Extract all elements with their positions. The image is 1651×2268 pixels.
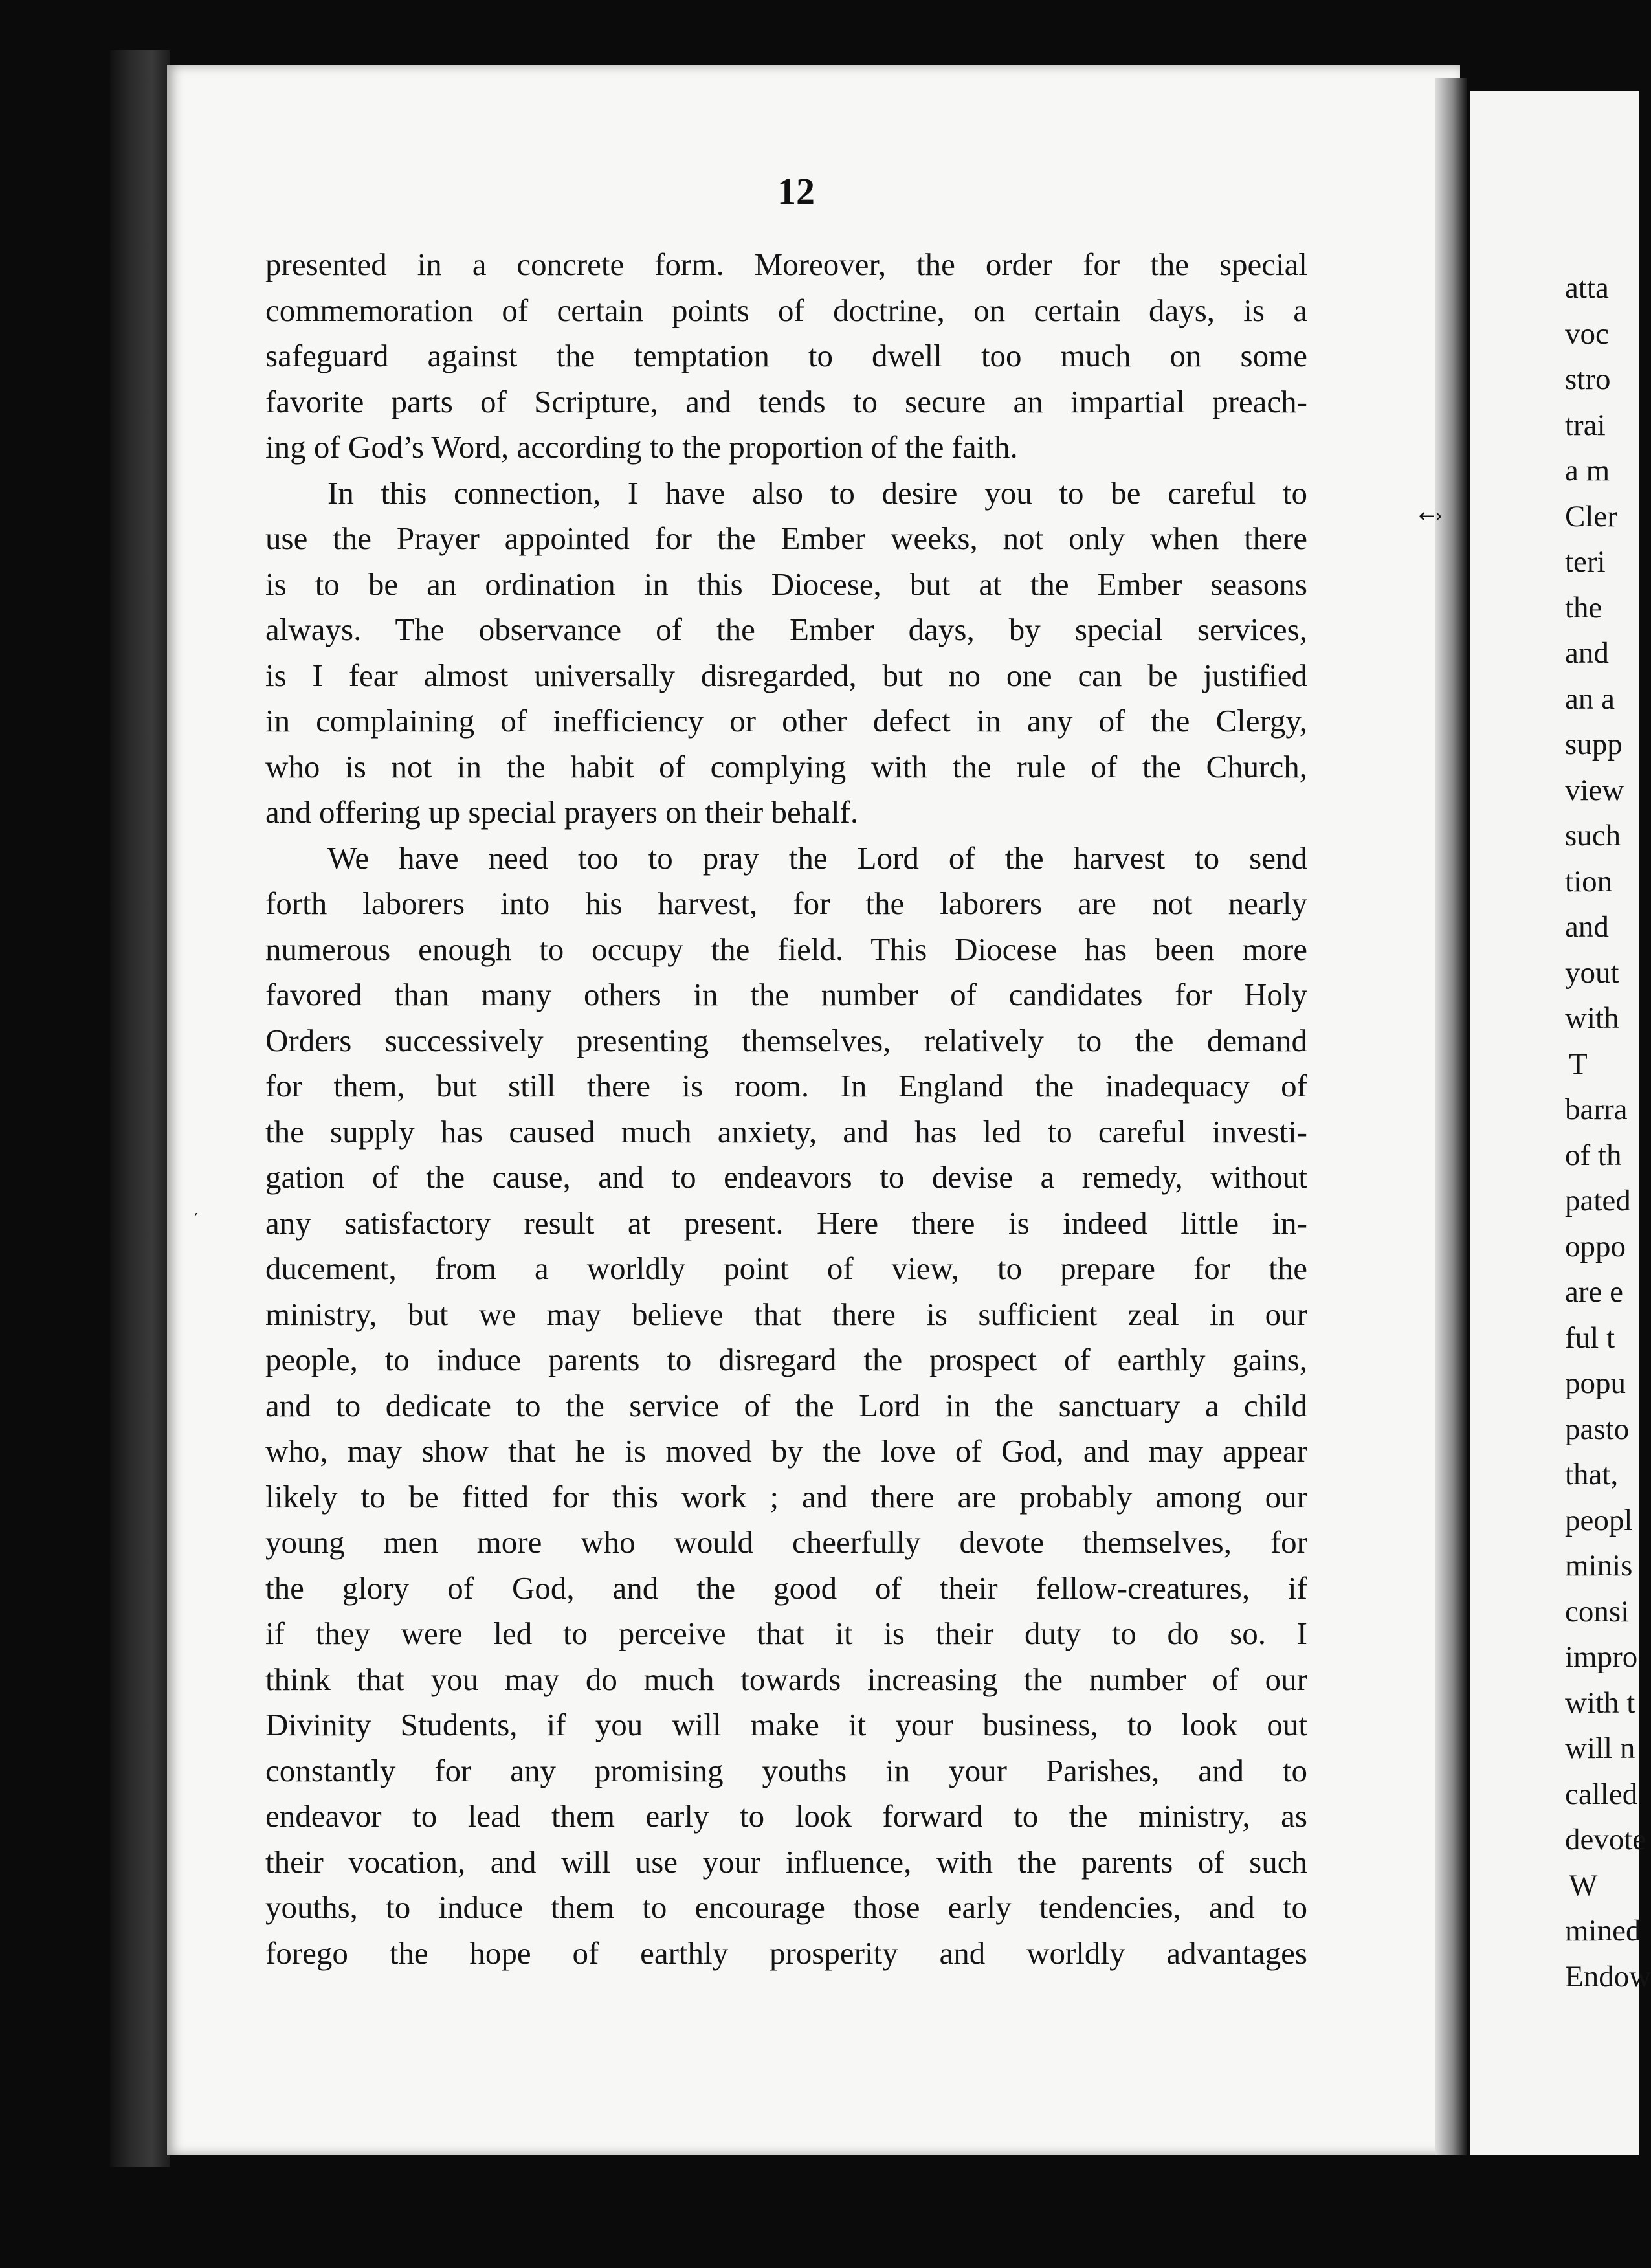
facing-line: teri — [1565, 545, 1606, 579]
text-line: numerous enough to occupy the field. This Diocese has been more — [265, 931, 1307, 967]
facing-line: pasto — [1565, 1412, 1630, 1446]
facing-line: tion — [1565, 864, 1613, 898]
facing-line: popu — [1565, 1366, 1626, 1400]
text-line: youths, to induce them to encourage those early tendencies, and to — [265, 1889, 1307, 1925]
facing-line: such — [1565, 819, 1621, 852]
facing-line: that, — [1565, 1458, 1619, 1491]
text-line: commemoration of certain points of doctrine, on certain days, is a — [265, 292, 1307, 328]
text-line: who, may show that he is moved by the love of God, and may appear — [265, 1433, 1307, 1469]
facing-line: oppo — [1565, 1229, 1626, 1263]
page-number: 12 — [777, 170, 815, 212]
text-line: gation of the cause, and to endeavors to devise a remedy, without — [265, 1159, 1307, 1195]
facing-line: an a — [1565, 682, 1615, 716]
text-line: forth laborers into his harvest, for the laborers are not nearly — [265, 885, 1307, 921]
facing-line: will n — [1565, 1731, 1635, 1765]
text-line: We have need too to pray the Lord of the harvest to send — [327, 839, 1307, 876]
facing-line: are e — [1565, 1275, 1623, 1309]
text-line: Divinity Students, if you will make it your business, to look out — [265, 1707, 1307, 1742]
facing-line: devote — [1565, 1823, 1646, 1856]
text-line: and to dedicate to the service of the Lord in the sanctuary a child — [265, 1387, 1307, 1423]
text-line: their vocation, and will use your influence, with the parents of such — [265, 1843, 1307, 1880]
text-line: safeguard against the temptation to dwell too much on some — [265, 338, 1307, 373]
text-line: if they were led to perceive that it is their duty to do so. I — [265, 1616, 1307, 1651]
facing-line: called — [1565, 1777, 1638, 1811]
margin-arrow-mark: ←› — [1419, 505, 1443, 528]
facing-line: view — [1565, 773, 1624, 807]
text-line: presented in a concrete form. Moreover, the order for the special — [265, 247, 1307, 282]
text-line: young men more who would cheerfully devote themselves, for — [265, 1524, 1307, 1560]
margin-tick-mark: ′ — [194, 1210, 198, 1230]
text-line: likely to be fitted for this work ; and there are probably among our — [265, 1478, 1307, 1515]
facing-line: and — [1565, 636, 1609, 670]
facing-line: ful t — [1565, 1320, 1615, 1355]
book-binding-edge — [110, 50, 170, 2167]
facing-line: yout — [1565, 955, 1619, 990]
facing-line: T — [1569, 1047, 1588, 1081]
text-line: in complaining of inefficiency or other defect in any of the Clergy, — [265, 703, 1307, 739]
facing-page-text — [1565, 265, 1651, 1999]
text-line: use the Prayer appointed for the Ember weeks, not only when there — [265, 520, 1307, 556]
facing-line: atta — [1565, 271, 1609, 305]
facing-line: impro — [1565, 1640, 1638, 1674]
text-line: favored than many others in the number of candidates for Holy — [265, 977, 1307, 1012]
text-line: ducement, from a worldly point of view, to prepare for the — [265, 1251, 1307, 1286]
text-line: and offering up special prayers on their behalf. — [265, 794, 859, 830]
facing-line: of th — [1565, 1138, 1622, 1172]
text-line: for them, but still there is room. In England the inadequacy of — [265, 1068, 1307, 1104]
facing-line: supp — [1565, 728, 1623, 761]
text-line: any satisfactory result at present. Here there is indeed little in- — [265, 1205, 1307, 1241]
facing-line: mined — [1565, 1914, 1641, 1948]
text-line: endeavor to lead them early to look forward to the ministry, as — [265, 1798, 1307, 1834]
text-line: ministry, but we may believe that there is sufficient zeal in our — [265, 1296, 1307, 1332]
facing-line: consi — [1565, 1594, 1630, 1629]
facing-line: with — [1565, 1001, 1619, 1035]
text-line: people, to induce parents to disregard the prospect of earthly gains, — [265, 1342, 1307, 1377]
facing-line: and — [1565, 910, 1609, 944]
facing-line: voc — [1565, 317, 1609, 351]
text-line: Orders successively presenting themselves, relatively to the demand — [265, 1022, 1307, 1058]
facing-line: Endow — [1565, 1959, 1651, 1994]
facing-line: trai — [1565, 408, 1606, 442]
text-line: is I fear almost universally disregarded, but no one can be justified — [265, 657, 1307, 693]
facing-line: peopl — [1565, 1503, 1633, 1537]
text-line: is to be an ordination in this Diocese, but at the Ember seasons — [265, 566, 1307, 602]
text-line: the supply has caused much anxiety, and has led to careful investi- — [265, 1113, 1307, 1150]
facing-line: W — [1569, 1868, 1598, 1902]
body-text — [265, 242, 1307, 1976]
facing-line: the — [1565, 590, 1602, 625]
facing-line: stro — [1565, 362, 1611, 396]
facing-line: minis — [1565, 1549, 1633, 1583]
text-line: always. The observance of the Ember days, by special services, — [265, 612, 1307, 647]
text-line: think that you may do much towards increasing the number of our — [265, 1661, 1307, 1697]
text-line: the glory of God, and the good of their fellow-creatures, if — [265, 1570, 1307, 1606]
text-line: forego the hope of earthly prosperity and worldly advantages — [265, 1935, 1307, 1971]
page-gutter — [1435, 78, 1467, 2155]
text-line: constantly for any promising youths in your Parishes, and to — [265, 1752, 1307, 1788]
facing-line: a m — [1565, 454, 1610, 487]
facing-line: barra — [1565, 1093, 1628, 1126]
facing-line: pated — [1565, 1184, 1631, 1217]
text-line: favorite parts of Scripture, and tends to secure an impartial preach- — [265, 383, 1307, 419]
text-line: In this connection, I have also to desire you to be careful to — [327, 474, 1307, 511]
facing-line: with t — [1565, 1685, 1635, 1720]
text-line: who is not in the habit of complying with the rule of the Church, — [265, 748, 1307, 784]
text-line: ing of God’s Word, according to the proportion of the faith. — [265, 429, 1018, 465]
facing-line: Cler — [1565, 499, 1617, 533]
